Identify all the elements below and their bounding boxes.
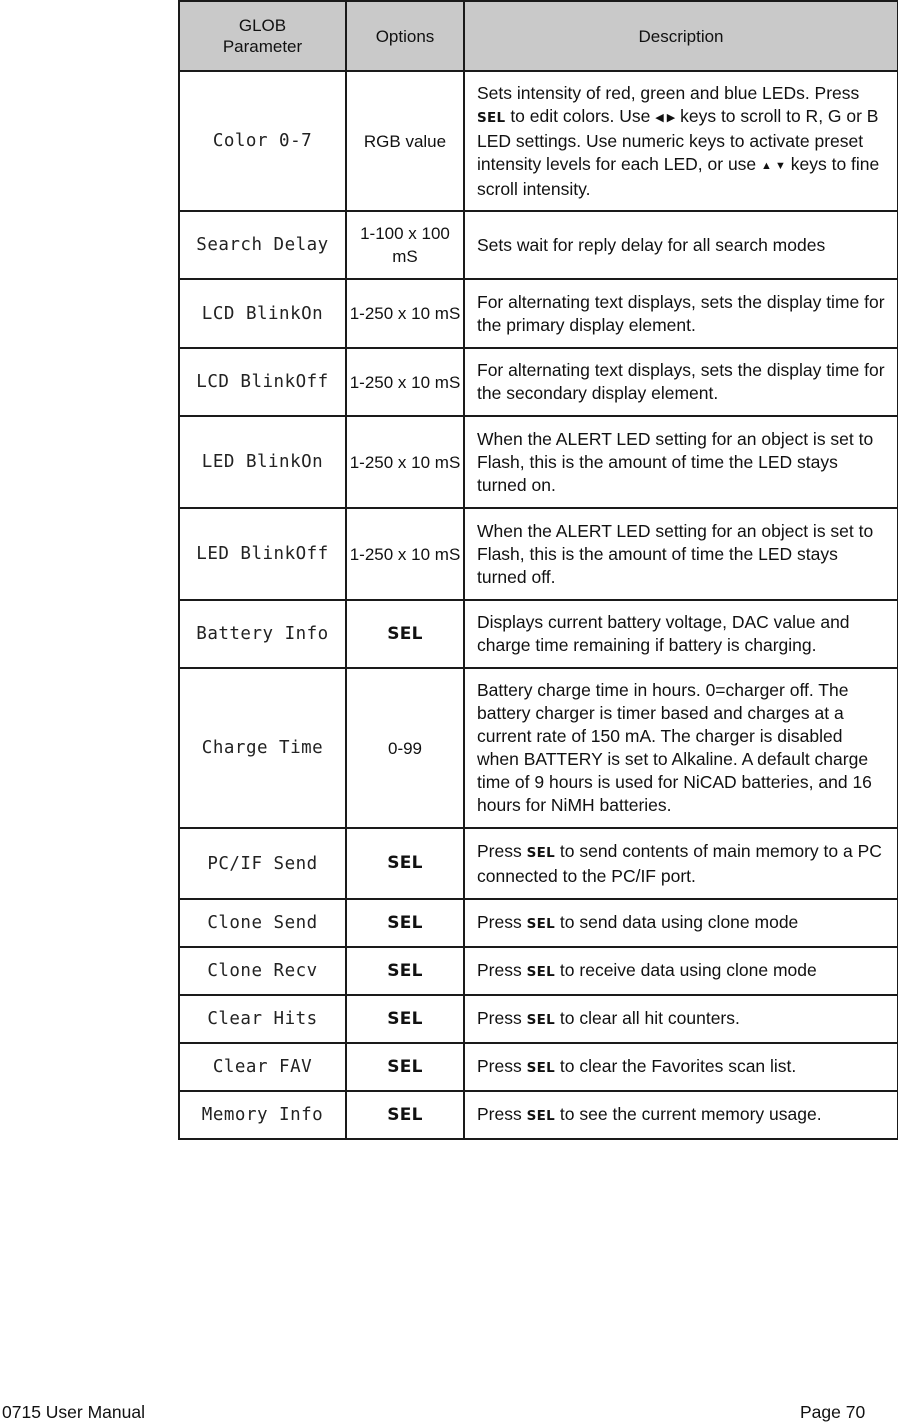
param-cell: Memory Info bbox=[179, 1091, 346, 1139]
description-cell: Battery charge time in hours. 0=charger off. The battery charger is timer based and charges at a current rate of 150 mA. The charger is disabled when BATTERY is set to Alkaline. A default charge time of 9 hours is used for NiCAD batteries, and 16 hours for NiMH batteries. bbox=[464, 668, 898, 828]
table-row bbox=[179, 348, 898, 416]
param-cell: Color 0-7 bbox=[179, 71, 346, 211]
desc-text: to send contents of main memory to a PC connected to the PC/IF port. bbox=[477, 840, 882, 886]
option-cell: 0-99 bbox=[346, 668, 464, 828]
param-cell: Battery Info bbox=[179, 600, 346, 668]
footer-page-number: Page 70 bbox=[800, 1402, 866, 1422]
description-cell bbox=[464, 899, 898, 947]
param-cell: LCD BlinkOn bbox=[179, 279, 346, 348]
desc-text: to receive data using clone mode bbox=[555, 959, 817, 980]
description-cell bbox=[464, 828, 898, 899]
option-cell: 1-250 x 10 mS bbox=[346, 416, 464, 508]
description-cell: When the ALERT LED setting for an object is set to Flash, this is the amount of time the LED stays turned off. bbox=[464, 508, 898, 600]
header-parameter bbox=[179, 1, 346, 71]
description-cell: For alternating text displays, sets the display time for the secondary display element. bbox=[464, 348, 898, 416]
desc-text: to edit colors. Use bbox=[505, 105, 656, 126]
table-row bbox=[179, 508, 898, 600]
sel-key-label: SEL bbox=[526, 1059, 556, 1076]
option-cell: SEL bbox=[346, 828, 464, 899]
option-cell: SEL bbox=[346, 899, 464, 947]
table-row bbox=[179, 1091, 898, 1139]
desc-text: to send data using clone mode bbox=[555, 911, 799, 932]
sel-key-label: SEL bbox=[526, 1107, 556, 1124]
table-row bbox=[179, 947, 898, 995]
option-cell: SEL bbox=[346, 1091, 464, 1139]
sel-key-label: SEL bbox=[526, 1011, 556, 1028]
sel-key-label: SEL bbox=[526, 963, 556, 980]
param-cell: LED BlinkOff bbox=[179, 508, 346, 600]
desc-text: to see the current memory usage. bbox=[555, 1103, 822, 1124]
sel-key-label: SEL bbox=[526, 915, 556, 932]
desc-text: to clear the Favorites scan list. bbox=[555, 1055, 797, 1076]
param-cell: Clone Recv bbox=[179, 947, 346, 995]
option-cell: 1-250 x 10 mS bbox=[346, 279, 464, 348]
table-row bbox=[179, 279, 898, 348]
description-cell: For alternating text displays, sets the display time for the primary display element. bbox=[464, 279, 898, 348]
desc-text: keys to scroll to R, G or B LED settings. Use numeric keys to activate preset intensity levels for each LED, or use bbox=[477, 105, 879, 174]
table-row bbox=[179, 1043, 898, 1091]
table-row bbox=[179, 600, 898, 668]
table-row bbox=[179, 71, 898, 211]
option-cell: 1-250 x 10 mS bbox=[346, 348, 464, 416]
description-cell bbox=[464, 1091, 898, 1139]
left-right-arrows-icon: ◀ ▶ bbox=[655, 111, 676, 124]
header-parameter-line2: Parameter bbox=[222, 37, 303, 56]
table-row bbox=[179, 899, 898, 947]
desc-text: keys to fine scroll intensity. bbox=[477, 153, 880, 199]
option-cell: SEL bbox=[346, 600, 464, 668]
table-row bbox=[179, 211, 898, 279]
description-cell: When the ALERT LED setting for an object is set to Flash, this is the amount of time the LED stays turned on. bbox=[464, 416, 898, 508]
description-cell bbox=[464, 947, 898, 995]
glob-parameter-table bbox=[178, 0, 898, 1140]
desc-text: Press bbox=[477, 1055, 527, 1076]
table-row bbox=[179, 995, 898, 1043]
up-down-arrows-icon: ▲ ▼ bbox=[761, 159, 786, 172]
desc-text: Press bbox=[477, 1007, 527, 1028]
desc-text: Press bbox=[477, 1103, 527, 1124]
table-row bbox=[179, 828, 898, 899]
param-cell: Search Delay bbox=[179, 211, 346, 279]
header-description: Description bbox=[464, 1, 898, 71]
desc-text: Press bbox=[477, 959, 527, 980]
param-cell: LED BlinkOn bbox=[179, 416, 346, 508]
description-cell bbox=[464, 71, 898, 211]
desc-text: Press bbox=[477, 911, 527, 932]
param-cell: Charge Time bbox=[179, 668, 346, 828]
header-options: Options bbox=[346, 1, 464, 71]
param-cell: Clone Send bbox=[179, 899, 346, 947]
option-cell: SEL bbox=[346, 1043, 464, 1091]
option-cell: 1-100 x 100 mS bbox=[346, 211, 464, 279]
option-cell: 1-250 x 10 mS bbox=[346, 508, 464, 600]
description-cell: Displays current battery voltage, DAC value and charge time remaining if battery is charging. bbox=[464, 600, 898, 668]
sel-key-label: SEL bbox=[526, 844, 556, 861]
param-cell: PC/IF Send bbox=[179, 828, 346, 899]
param-cell: Clear Hits bbox=[179, 995, 346, 1043]
description-cell bbox=[464, 1043, 898, 1091]
sel-key-label: SEL bbox=[477, 109, 506, 126]
footer-manual-title: 0715 User Manual bbox=[2, 1402, 145, 1422]
desc-text: Press bbox=[477, 840, 527, 861]
option-cell: SEL bbox=[346, 947, 464, 995]
description-cell: Sets wait for reply delay for all search modes bbox=[464, 211, 898, 279]
header-parameter-line1: GLOB bbox=[238, 16, 287, 35]
table-row bbox=[179, 416, 898, 508]
param-cell: LCD BlinkOff bbox=[179, 348, 346, 416]
option-cell: RGB value bbox=[346, 71, 464, 211]
desc-text: to clear all hit counters. bbox=[555, 1007, 740, 1028]
option-cell: SEL bbox=[346, 995, 464, 1043]
desc-text: Sets intensity of red, green and blue LEDs. Press bbox=[477, 82, 860, 103]
param-cell: Clear FAV bbox=[179, 1043, 346, 1091]
table-header-row bbox=[179, 1, 898, 71]
table-row bbox=[179, 668, 898, 828]
description-cell bbox=[464, 995, 898, 1043]
